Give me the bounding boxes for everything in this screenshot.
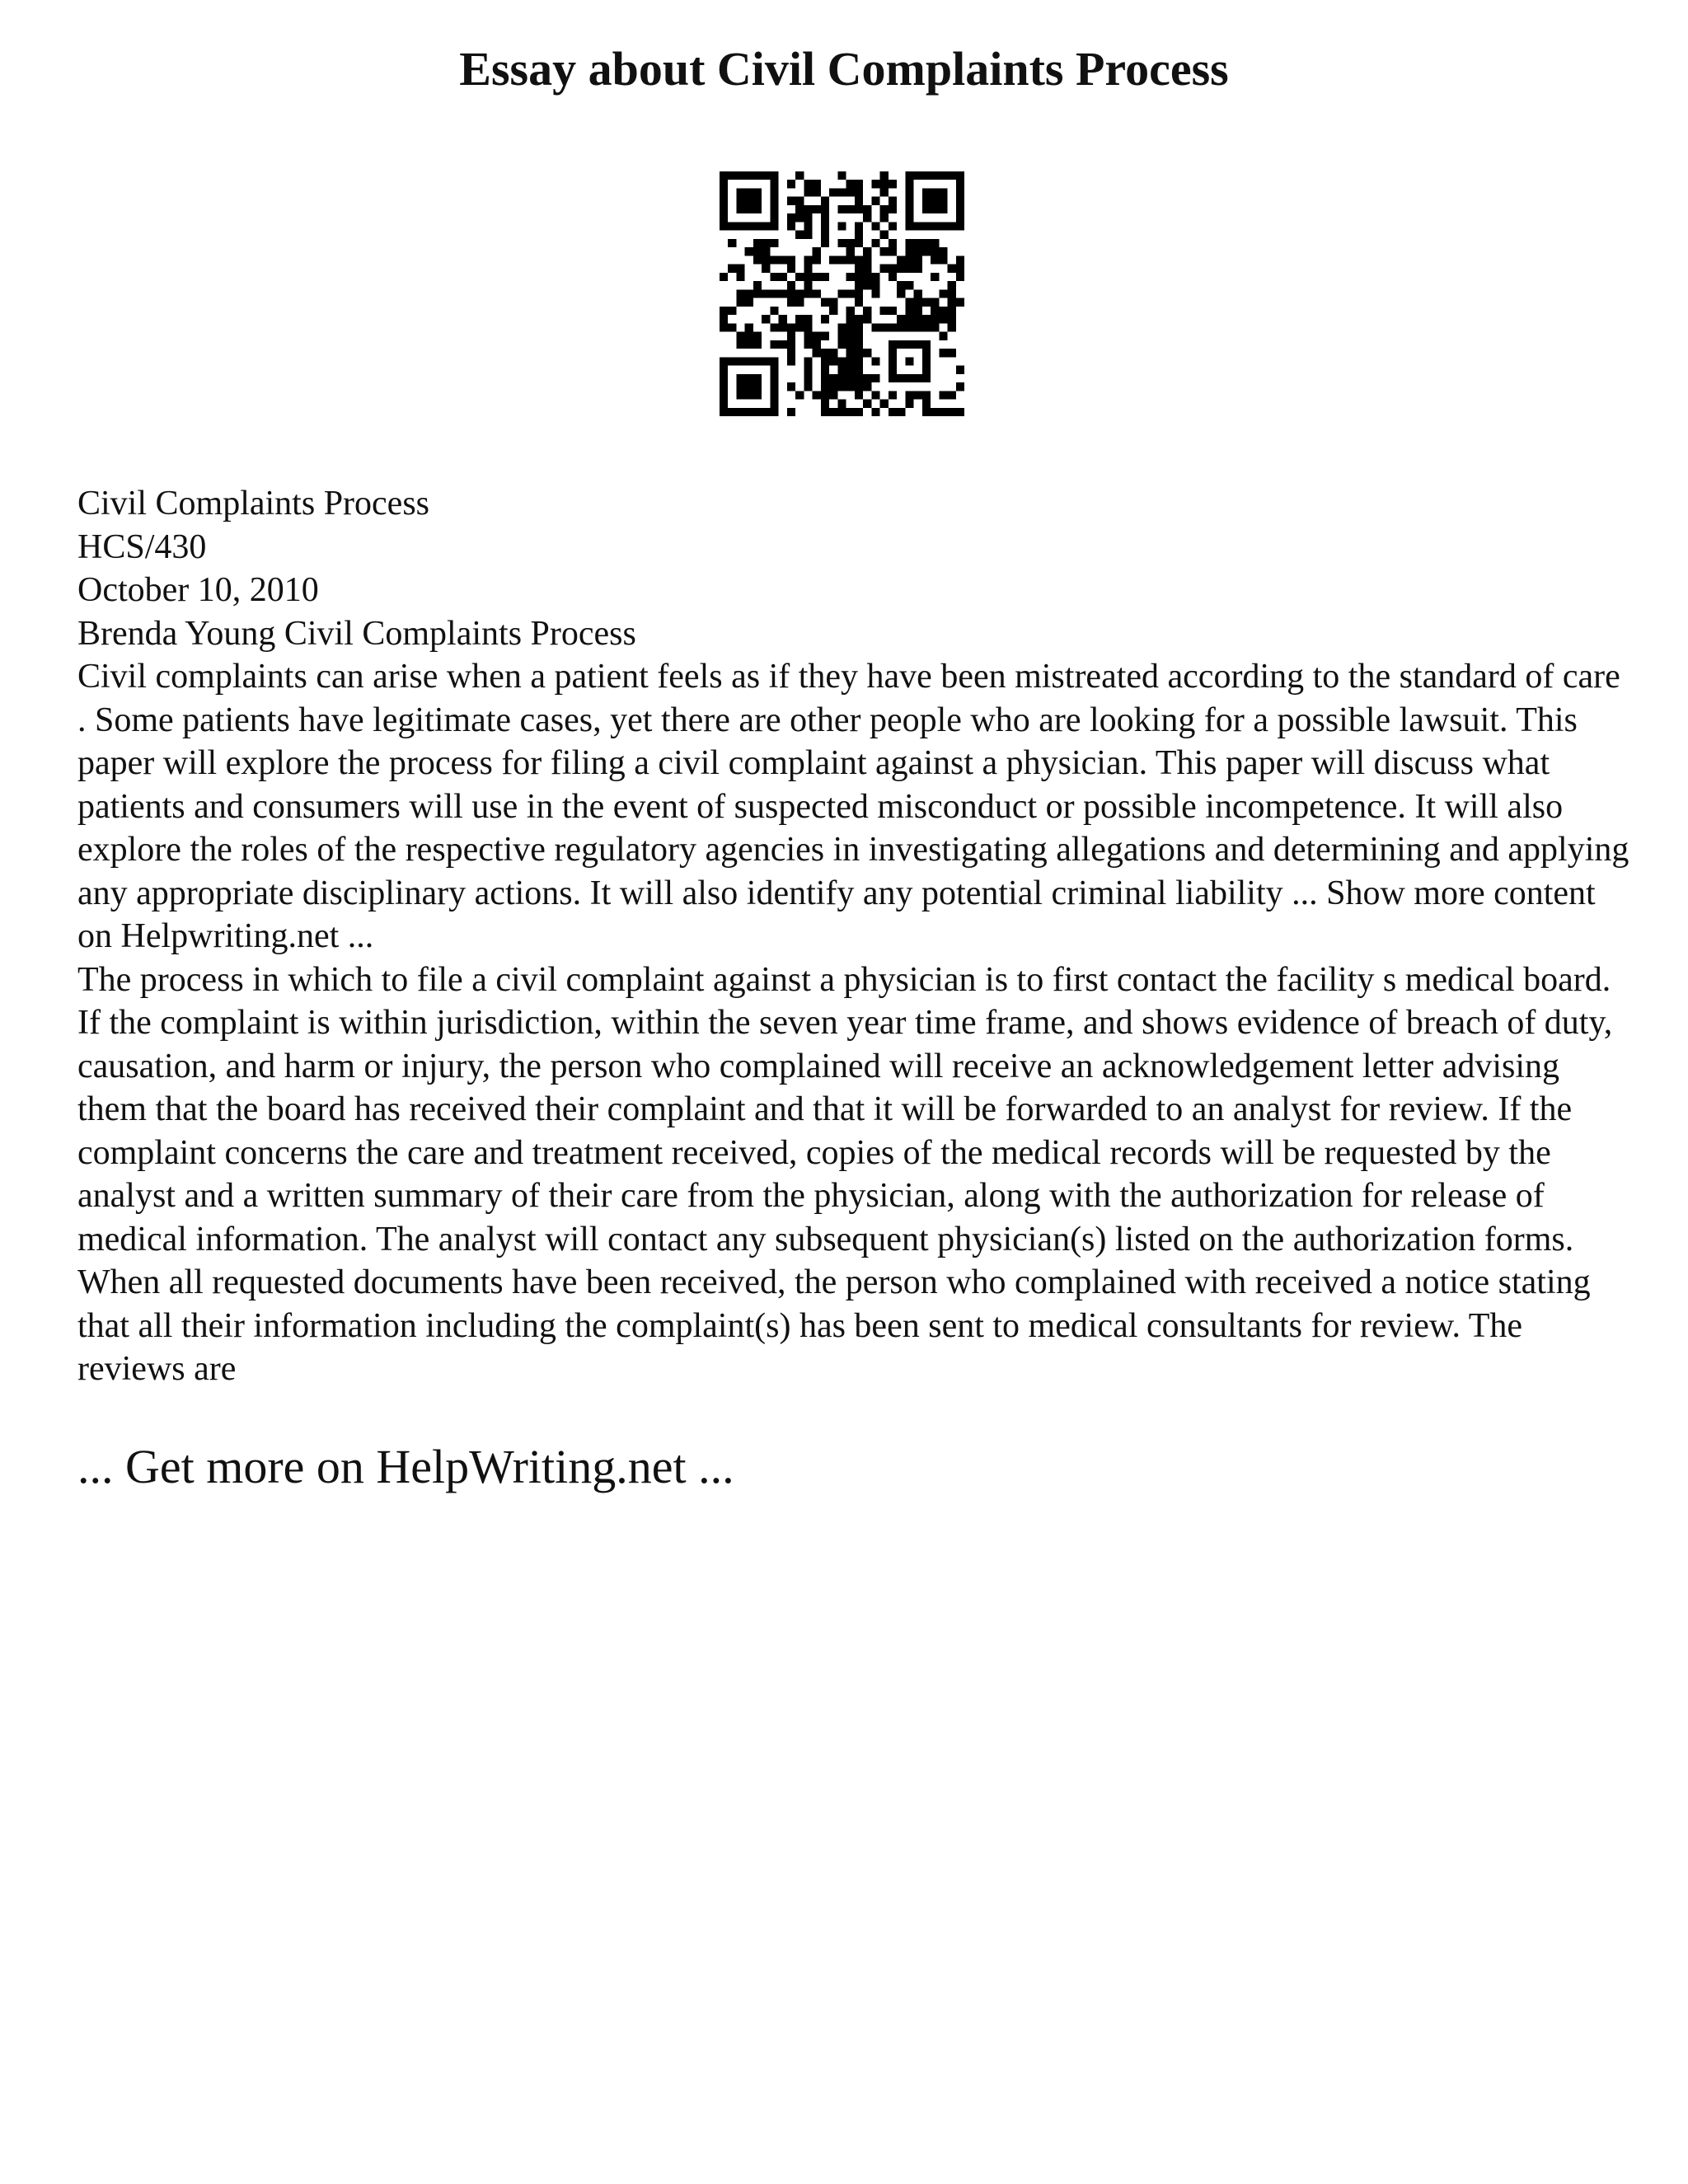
course-code: HCS/430 <box>77 527 207 566</box>
essay-body <box>77 482 1635 1391</box>
get-more-link[interactable]: ... Get more on HelpWriting.net ... <box>77 1440 734 1493</box>
essay-date: October 10, 2010 <box>77 571 319 609</box>
essay-paragraph-intro: Civil complaints can arise when a patient feels as if they have been mistreated according to the standard of care . Some patients have legitimate cases, yet there are other people who are looking for a possible lawsuit. This paper will explore the process for filing a civil complaint against a physician. This paper will discuss what patients and consumers will use in the event of suspected misconduct or possible incompetence. It will also explore the roles of the respective regulatory agencies in investigating allegations and determining and applying any appropriate disciplinary actions. It will also identify any potential criminal liability ... Show more content on Helpwriting.net ... <box>77 658 1629 955</box>
author-line: Brenda Young Civil Complaints Process <box>77 614 636 653</box>
qr-code-icon <box>720 171 964 416</box>
essay-title-line: Civil Complaints Process <box>77 485 430 523</box>
essay-paragraph-process: The process in which to file a civil complaint against a physician is to first contact the facility s medical board. If the complaint is within jurisdiction, within the seven year time frame, and shows evidence of breach of duty, causation, and harm or injury, the person who complained will receive an acknowledgement letter advising them that the board has received their complaint and that it will be forwarded to an analyst for review. If the complaint concerns the care and treatment received, copies of the medical records will be requested by the analyst and a written summary of their care from the physician, along with the authorization for release of medical information. The analyst will contact any subsequent physician(s) listed on the authorization forms. When all requested documents have been received, the person who complained with received a notice stating that all their information including the complaint(s) has been sent to medical consultants for review. The reviews are <box>77 960 1613 1388</box>
document-title: Essay about Civil Complaints Process <box>459 42 1229 96</box>
qr-code-graphic <box>720 171 964 416</box>
